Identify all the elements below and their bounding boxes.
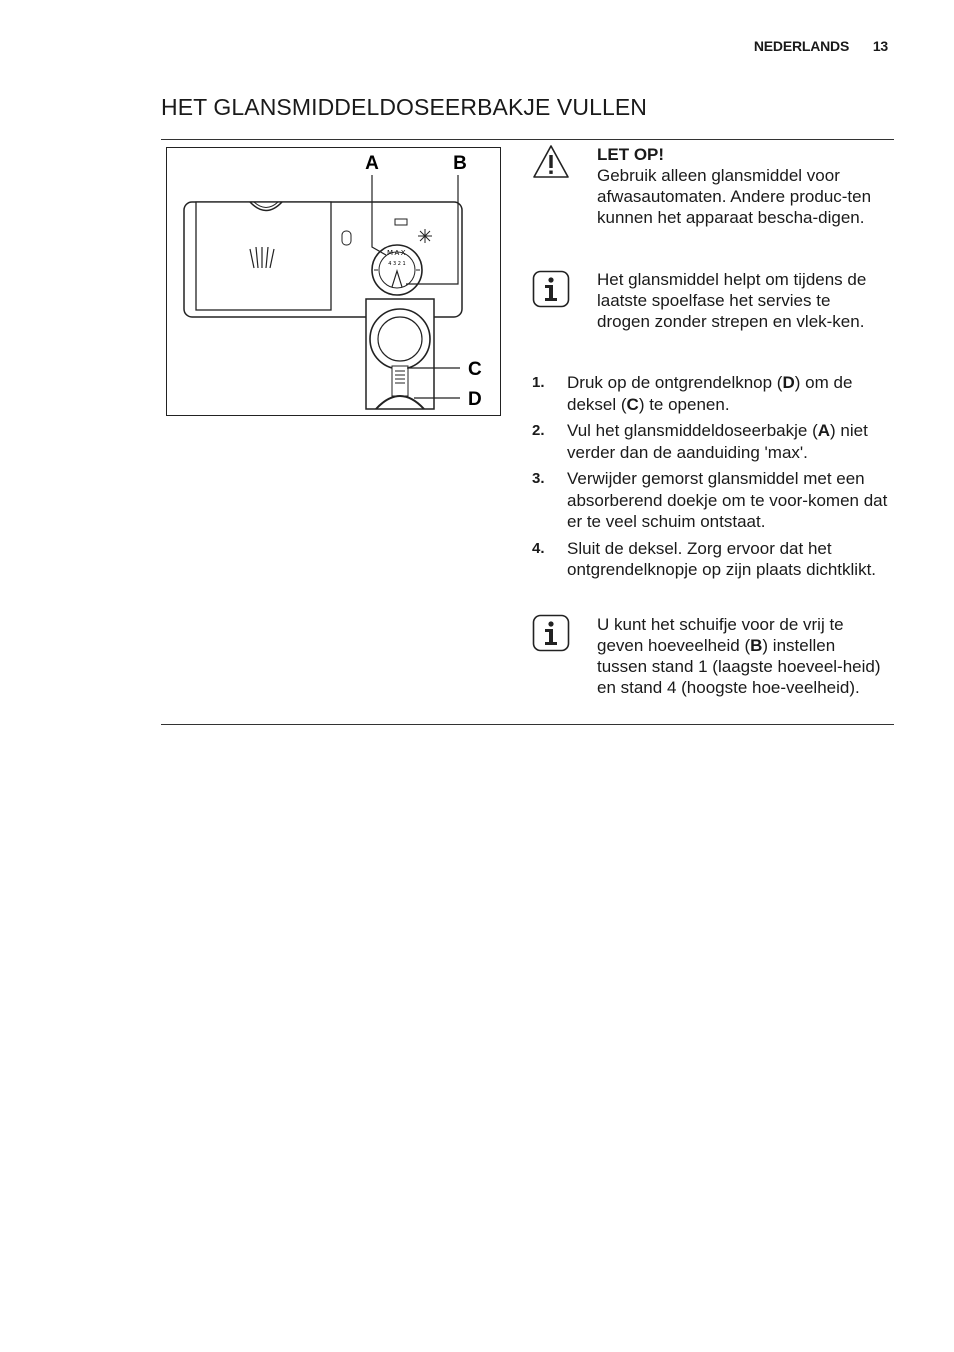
info-icon: [532, 614, 570, 652]
rinse-aid-dispenser-illustration: [166, 147, 501, 416]
warning-block: [597, 144, 887, 228]
warning-triangle-icon: [532, 143, 570, 181]
dial-max-label: MAX: [386, 249, 408, 257]
step-4: 4. Sluit de deksel. Zorg ervoor dat het ontgrendelknopje op zijn plaats dichtklikt.: [532, 538, 877, 579]
dial-numbers: 4 3 2 1: [388, 261, 406, 267]
warning-text: Gebruik alleen glansmiddel voor afwasautomaten. Andere produc-ten kunnen het apparaat bescha-digen.: [597, 166, 872, 227]
step-3: 3. Verwijder gemorst glansmiddel met een absorberend doekje om te voor-komen dat er te veel schuim ontstaat.: [532, 469, 888, 531]
step-number: 1.: [532, 374, 545, 391]
warning-heading: LET OP!: [597, 145, 665, 164]
header-language: NEDERLANDS: [753, 38, 850, 54]
step-2: 2. Vul het glansmiddeldoseerbakje (A) niet verder dan de aanduiding 'max'.: [532, 421, 868, 462]
step-1: 1. Druk op de ontgrendelknop (D) om de deksel (C) te openen.: [532, 373, 853, 414]
steps-list: [532, 372, 892, 586]
label-a: A: [365, 153, 379, 174]
label-d: D: [468, 389, 482, 410]
step-number: 3.: [532, 470, 545, 487]
step-number: 4.: [532, 539, 545, 557]
info-icon: [532, 270, 570, 308]
bottom-rule: [161, 724, 894, 725]
top-rule: [161, 139, 894, 140]
section-title: HET GLANSMIDDELDOSEERBAKJE VULLEN: [161, 94, 648, 120]
page-header: [754, 38, 888, 54]
detergent-lid: [196, 202, 331, 310]
label-c: C: [468, 359, 482, 380]
info-text-2: U kunt het schuifje voor de vrij te geven hoeveelheid (B) instellen tussen stand 1 (laagste hoeveel-heid) en stand 4 (hoogste hoe-veelheid).: [597, 615, 881, 697]
cap-lid: [378, 317, 422, 361]
page-number: 13: [872, 38, 888, 54]
step-number: 2.: [532, 422, 545, 439]
label-b: B: [453, 153, 467, 174]
info-text-1: Het glansmiddel helpt om tijdens de laatste spoelfase het servies te drogen zonder strepen en vlek-ken.: [597, 270, 867, 331]
rinse-aid-symbol: [418, 229, 432, 243]
